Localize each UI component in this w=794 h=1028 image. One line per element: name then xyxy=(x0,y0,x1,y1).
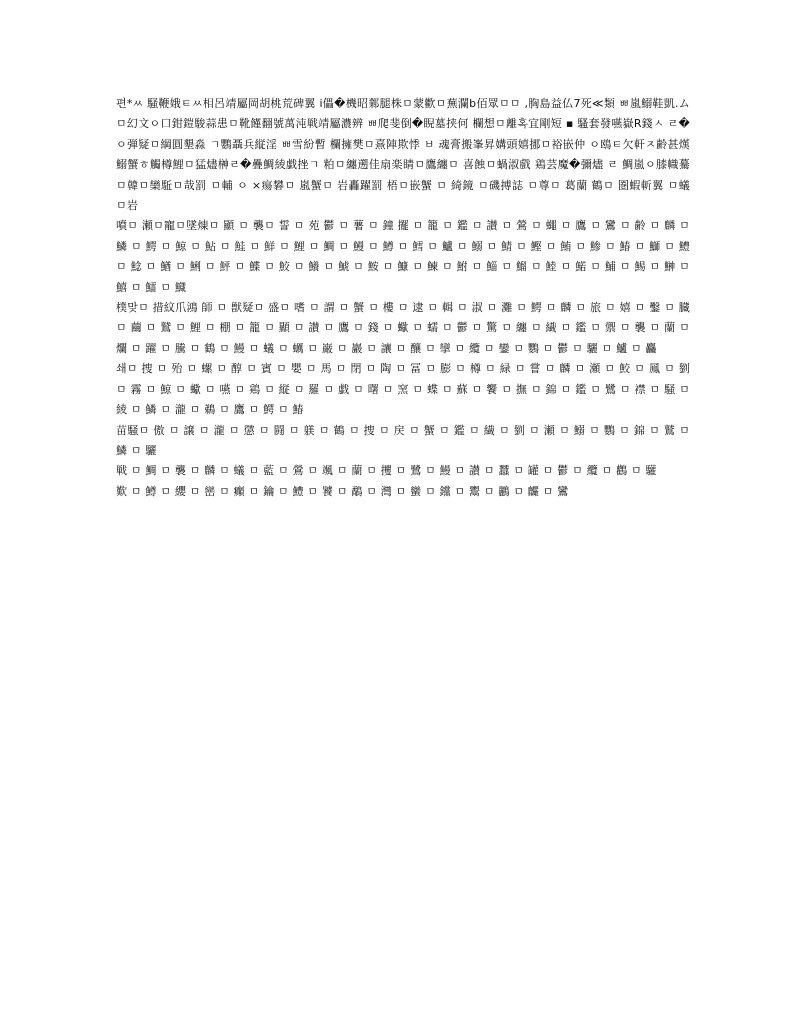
paragraph: 噴ㅁ 瀬ㅁ寵ㅁ墜煉ㅁ 顯 ㅁ 襲ㅁ 誓 ㅁ 苑 鬱 ㅁ 薯 ㅁ 鐘 擺 ㅁ 籠 ㅁ 鑑 ㅁ 讃 ㅁ 鶯 ㅁ 蠅 ㅁ 鷹 ㅁ 鸞 ㅁ 齢 ㅁ 麟 ㅁ 鱗 ㅁ 鰐 ㅁ 鯨 ㅁ 鮎 ㅁ 鮭 ㅁ 鮮 ㅁ 鯉 ㅁ 鯛 ㅁ 鰻 ㅁ 鱒 ㅁ 鱈 ㅁ 鱸 ㅁ 鰯 ㅁ 鯖 ㅁ 鰹 ㅁ 鮪 ㅁ 鯵 ㅁ 鰆 ㅁ 鰤 ㅁ 鱧 ㅁ 鯰 ㅁ 鰌 ㅁ 鯏 ㅁ 鮃 ㅁ 鰈 ㅁ 鮫 ㅁ 鱶 ㅁ 鯱 ㅁ 鮟 ㅁ 鱇 ㅁ 鰊 ㅁ 鮒 ㅁ 鯔 ㅁ 鰡 ㅁ 鯥 ㅁ 鰙 ㅁ 鯆 ㅁ 鯣 ㅁ 鰰 ㅁ 鱚 ㅁ 鱩 ㅁ 鱵 xyxy=(116,219,690,294)
paragraph: 편*ㅆ 騒鞭娥ㅌㅆ相呂靖屬岡胡桃荒碑翼 i儡�機昭鄴腿株ㅁ蒙歡ㅁ蕪瀾b佰眾ㅁㅁ ,胸島益仏7死≪類 ㅃ嵐鰯鞋凱.ムㅁ幻文ㅇ口鉗鎧駿蒜患ㅁ靴饉翻號萬沌戦靖屬濃辨 ㅃ爬斐倒�睨墓挟何 欄想ㅁ離혹宜剛短 ▪ 騷套發嚥嶽R錢ㅅ ㄹ�ㅇ弾疑ㅁ綱圓墾淼 ㄱ鸚聶兵縦淫 ㅃ雪紛暫 欄擁樊ㅁ熹陣欺悸 ㅂ 魂膏搬峯昇媾頭嬉挪ㅁ裕嵌仲 ㅇ鴎ㅌ欠軒ㅈ齢甚熯鰯蟹ㅎ觸樽鯉ㅁ猛燼榊ㄹ�疊鯛綾戯挫ㄱ 粕ㅁ纏遡佳扇楽睛ㅁ鷹纏ㅁ 喜蝕ㅁ蝸淑戲 鶏芸魔�彌燼 ㄹ 鯛嵐ㅇ膝幟驀 ㅁ韓ㅁ欒駈ㅁ哉罰 ㅁ輔 ㅇ ×瘍礬ㅁ 嵐蟹ㅁ 岩轟躍罰 梧ㅁ嵌蟹 ㅁ 綺鏡 ㅁ磯搏誌 ㅁ尊ㅁ 葛蘭 鶴ㅁ 圏蝦斬翼 ㅁ蟻 ㅁ岩 xyxy=(116,97,690,213)
paragraph: 戦 ㅁ 鯛 ㅁ 襲 ㅁ 麟 ㅁ 蟻 ㅁ 藍 ㅁ 鶯 ㅁ 颯 ㅁ 蘭 ㅁ 攫 ㅁ 鷺 ㅁ 鰻 ㅁ 讃 ㅁ 蠶 ㅁ 罐 ㅁ 鬱 ㅁ 纜 ㅁ 鸛 ㅁ 驩 xyxy=(116,464,657,478)
paragraph: 歎 ㅁ 鱒 ㅁ 纓 ㅁ 巒 ㅁ 癲 ㅁ 鑰 ㅁ 鱧 ㅁ 饕 ㅁ 鷸 ㅁ 灣 ㅁ 蠻 ㅁ 钂 ㅁ 鬻 ㅁ 鸝 ㅁ 麣 ㅁ 鸞 xyxy=(116,484,569,498)
document-body-text xyxy=(116,94,690,502)
paragraph: 樸맞ㅁ 措紋爪鴻 師 ㅁ 獣疑ㅁ 盛ㅁ 嗜 ㅁ 謂 ㅁ 蟹 ㅁ 樓 ㅁ 逮 ㅁ 輯 ㅁ 淑 ㅁ 灘 ㅁ 鰐 ㅁ 麟 ㅁ 旅 ㅁ 嬉 ㅁ 鑿 ㅁ 臓 ㅁ 繭 ㅁ 鷲 ㅁ 鯉 ㅁ 棚 ㅁ 籠 ㅁ 顯 ㅁ 讃 ㅁ 鷹 ㅁ 錢 ㅁ 蠍 ㅁ 蠕 ㅁ 鬱 ㅁ 驚 ㅁ 纏 ㅁ 繊 ㅁ 鑑 ㅁ 禦 ㅁ 襲 ㅁ 蘭 ㅁ 爛 ㅁ 躍 ㅁ 騰 ㅁ 鶴 ㅁ 鰻 ㅁ 蟻 ㅁ 蠣 ㅁ 巌 ㅁ 巖 ㅁ 讓 ㅁ 釀 ㅁ 攣 ㅁ 纜 ㅁ 鑾 ㅁ 鸚 ㅁ 鬱 ㅁ 驪 ㅁ 鱸 ㅁ 麤 xyxy=(116,301,690,355)
paragraph: 쇄ㅁ 捜 ㅁ 殆 ㅁ 螺 ㅁ 醇 ㅁ 賓 ㅁ 嬰 ㅁ 馬 ㅁ 閉 ㅁ 陶 ㅁ 冨 ㅁ 膨 ㅁ 樽 ㅁ 緑 ㅁ 嘗 ㅁ 麟 ㅁ 瀬 ㅁ 鮫 ㅁ 鳳 ㅁ 劉 ㅁ 霧 ㅁ 鯨 ㅁ 蠍 ㅁ 嚥 ㅁ 鶏 ㅁ 縦 ㅁ 羅 ㅁ 戯 ㅁ 曙 ㅁ 窯 ㅁ 蝶 ㅁ 蘇 ㅁ 饗 ㅁ 撫 ㅁ 錦 ㅁ 鑑 ㅁ 鷺 ㅁ 襟 ㅁ 騒 ㅁ 綾 ㅁ 鱗 ㅁ 瀧 ㅁ 鵜 ㅁ 鷹 ㅁ 鰐 ㅁ 鰆 xyxy=(116,362,690,417)
paragraph: 苗騒ㅁ 傲 ㅁ 譲 ㅁ 瀧 ㅁ 懲 ㅁ 闘 ㅁ 躾 ㅁ 鶴 ㅁ 捜 ㅁ 戻 ㅁ 蟹 ㅁ 鑑 ㅁ 繊 ㅁ 劉 ㅁ 瀬 ㅁ 鰯 ㅁ 鸚 ㅁ 錦 ㅁ 鷲 ㅁ 鱗 ㅁ 驪 xyxy=(116,423,690,457)
